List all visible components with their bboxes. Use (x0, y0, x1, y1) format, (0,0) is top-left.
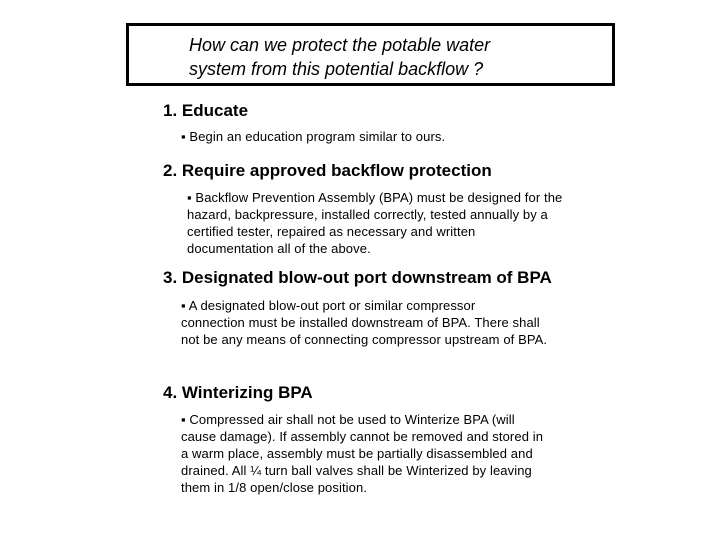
section-text-educate: ▪ Begin an education program similar to ours. (181, 129, 446, 144)
title-box (126, 23, 615, 86)
section-heading-blow-out-port: 3. Designated blow-out port downstream of BPA (163, 268, 552, 287)
section-heading-educate: 1. Educate (163, 101, 249, 120)
section-heading-winterizing: 4. Winterizing BPA (163, 383, 313, 402)
section-text-winterizing: ▪ Compressed air shall not be used to Winterize BPA (will cause damage). If assembly cannot be removed and stored in a warm place, assembly must be partially disassembled and drained. All ¼ turn ball valves shall be Winterized by leaving them in 1/8 open/close position. (181, 412, 544, 495)
section-text-backflow-protection: ▪ Backflow Prevention Assembly (BPA) must be designed for the hazard, backpressure, installed correctly, tested annually by a certified tester, repaired as necessary and written documentation all of the above. (187, 190, 563, 256)
section-text-blow-out-port: ▪ A designated blow-out port or similar compressor connection must be installed downstream of BPA. There shall not be any means of connecting compressor upstream of BPA. (181, 298, 548, 347)
slide-title: How can we protect the potable water system from this potential backflow ? (189, 35, 491, 79)
section-heading-backflow-protection: 2. Require approved backflow protection (163, 161, 492, 180)
